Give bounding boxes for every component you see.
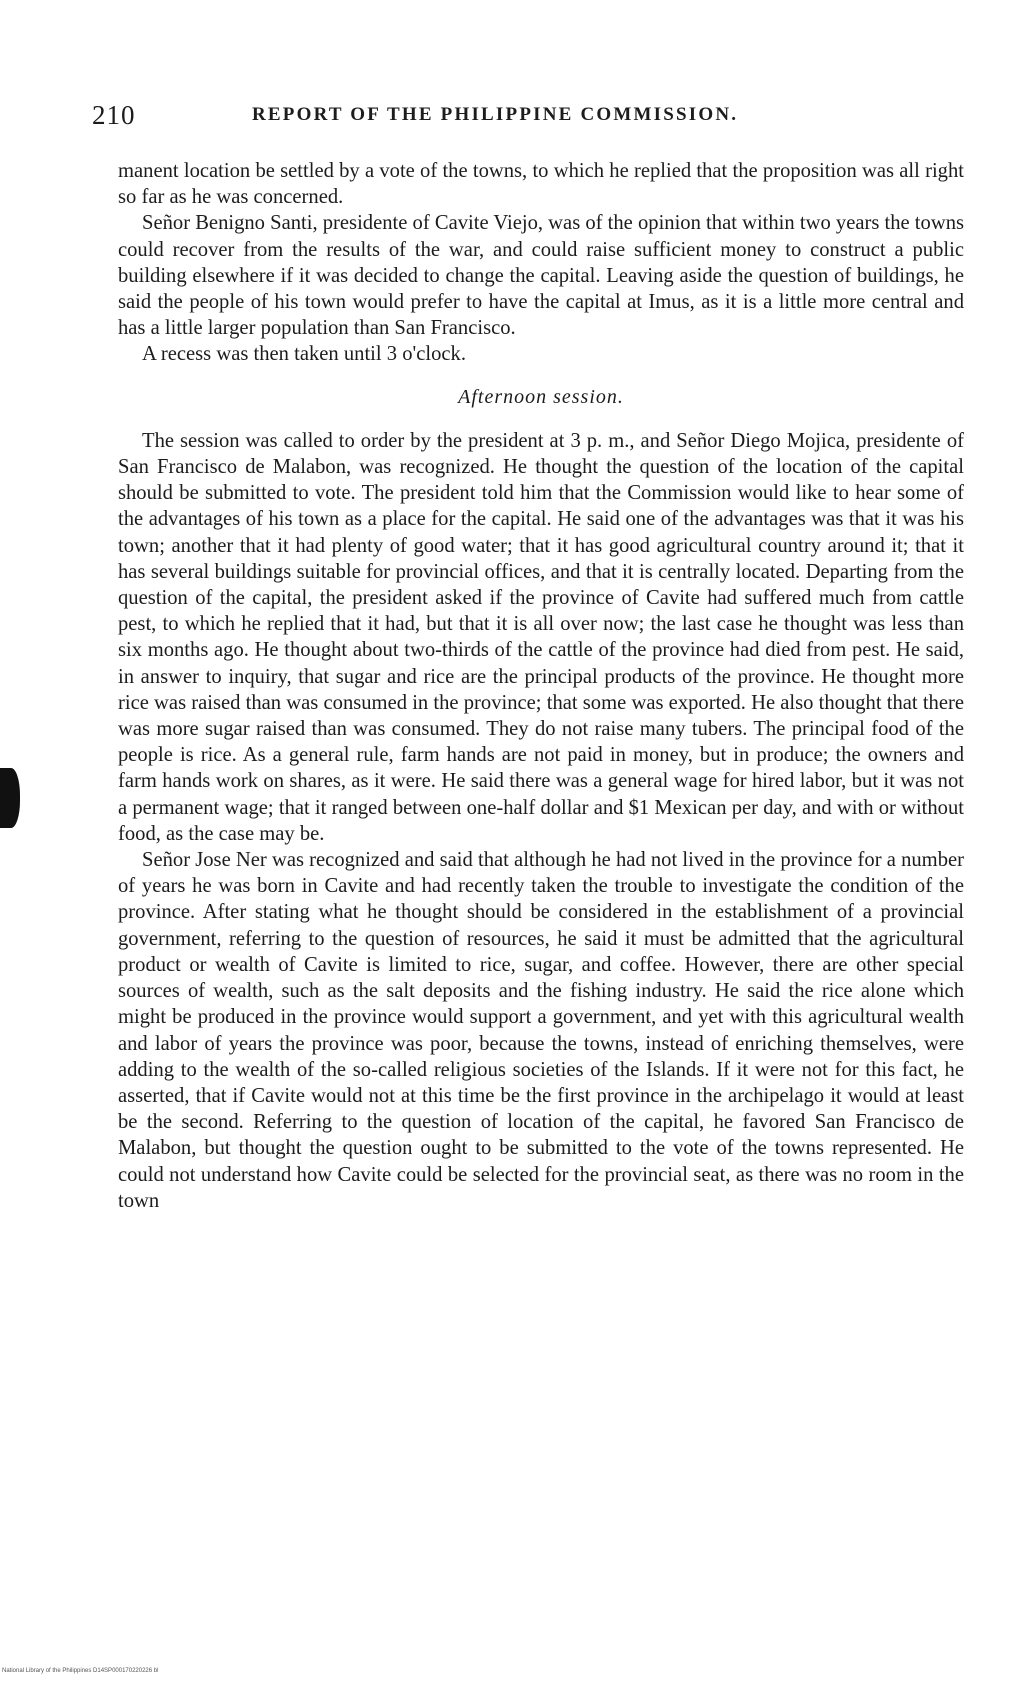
paragraph-continuation: manent location be settled by a vote of the towns, to which he replied that the proposition was all right so far as he was concerned. xyxy=(118,160,964,209)
paragraph-mojica: The session was called to order by the president at 3 p. m., and Señor Diego Mojica, presidente of San Francisco de Malabon, was recognized. He thought the question of the location of the capital should be submitted to vote. The president told him that the Commission would like to hear some of the advantages of his town as a place for the capital. He said one of the advantages was that it was his town; another that it had plenty of good water; that it has good agricultural country around it; that it has several buildings suitable for provincial offices, and that it is centrally located. Departing from the question of the capital, the president asked if the province of Cavite had suffered much from cattle pest, to which he replied that it had, but that it is all over now; the last case he thought was less than six months ago. He thought about two-thirds of the cattle of the province had died from pest. He said, in answer to inquiry, that sugar and rice are the principal products of the province. He thought more rice was raised than was consumed in the province; that some was exported. He also thought that there was more sugar raised than was consumed. They do not raise many tubers. The principal food of the people is rice. As a general rule, farm hands are not paid in money, but in produce; the owners and farm hands work on shares, as it were. He said there was a general wage for hired labor, but it was not a permanent wage; that it ranged between one-half dollar and $1 Mexican per day, and with or without food, as the case may be. xyxy=(118,429,964,845)
page-number: 210 xyxy=(92,100,136,130)
running-head: REPORT OF THE PHILIPPINE COMMISSION. xyxy=(252,104,739,125)
paragraph-santi: Señor Benigno Santi, presidente of Cavite Viejo, was of the opinion that within two years the towns could recover from the results of the war, and could raise sufficient money to construct a public building elsewhere if it was decided to change the capital. Leaving aside the question of buildings, he said the people of his town would prefer to have the capital at Imus, as it is a little more central and has a little larger population than San Francisco. xyxy=(118,212,964,340)
paragraph-ner: Señor Jose Ner was recognized and said that although he had not lived in the province for a number of years he was born in Cavite and had recently taken the trouble to investigate the condition of the province. After stating what he thought should be considered in the establishment of a provincial government, referring to the question of resources, he said it must be admitted that the agricultural product or wealth of Cavite is limited to rice, sugar, and coffee. However, there are other special sources of wealth, such as the salt deposits and the fishing industry. He said the rice alone which might be produced in the province would support a government, and yet with this agricultural wealth and labor of years the province was poor, because the towns, instead of enriching themselves, were adding to the wealth of the so-called religious societies of the Islands. If it were not for this fact, he asserted, that if Cavite would not at this time be the first province in the archipelago it would at least be the second. Referring to the question of location of the capital, he favored San Francisco de Malabon, but thought the question ought to be submitted to the vote of the towns represented. He could not understand how Cavite could be selected for the provincial seat, as there was no room in the town xyxy=(118,849,964,1212)
section-heading: Afternoon session. xyxy=(458,385,624,408)
body-text xyxy=(118,158,964,1214)
library-stamp: National Library of the Philippines D14SP000170220226 bl xyxy=(2,1668,159,1674)
binding-shadow xyxy=(0,768,20,828)
page-header xyxy=(92,100,952,136)
paragraph-recess: A recess was then taken until 3 o'clock. xyxy=(142,343,466,366)
